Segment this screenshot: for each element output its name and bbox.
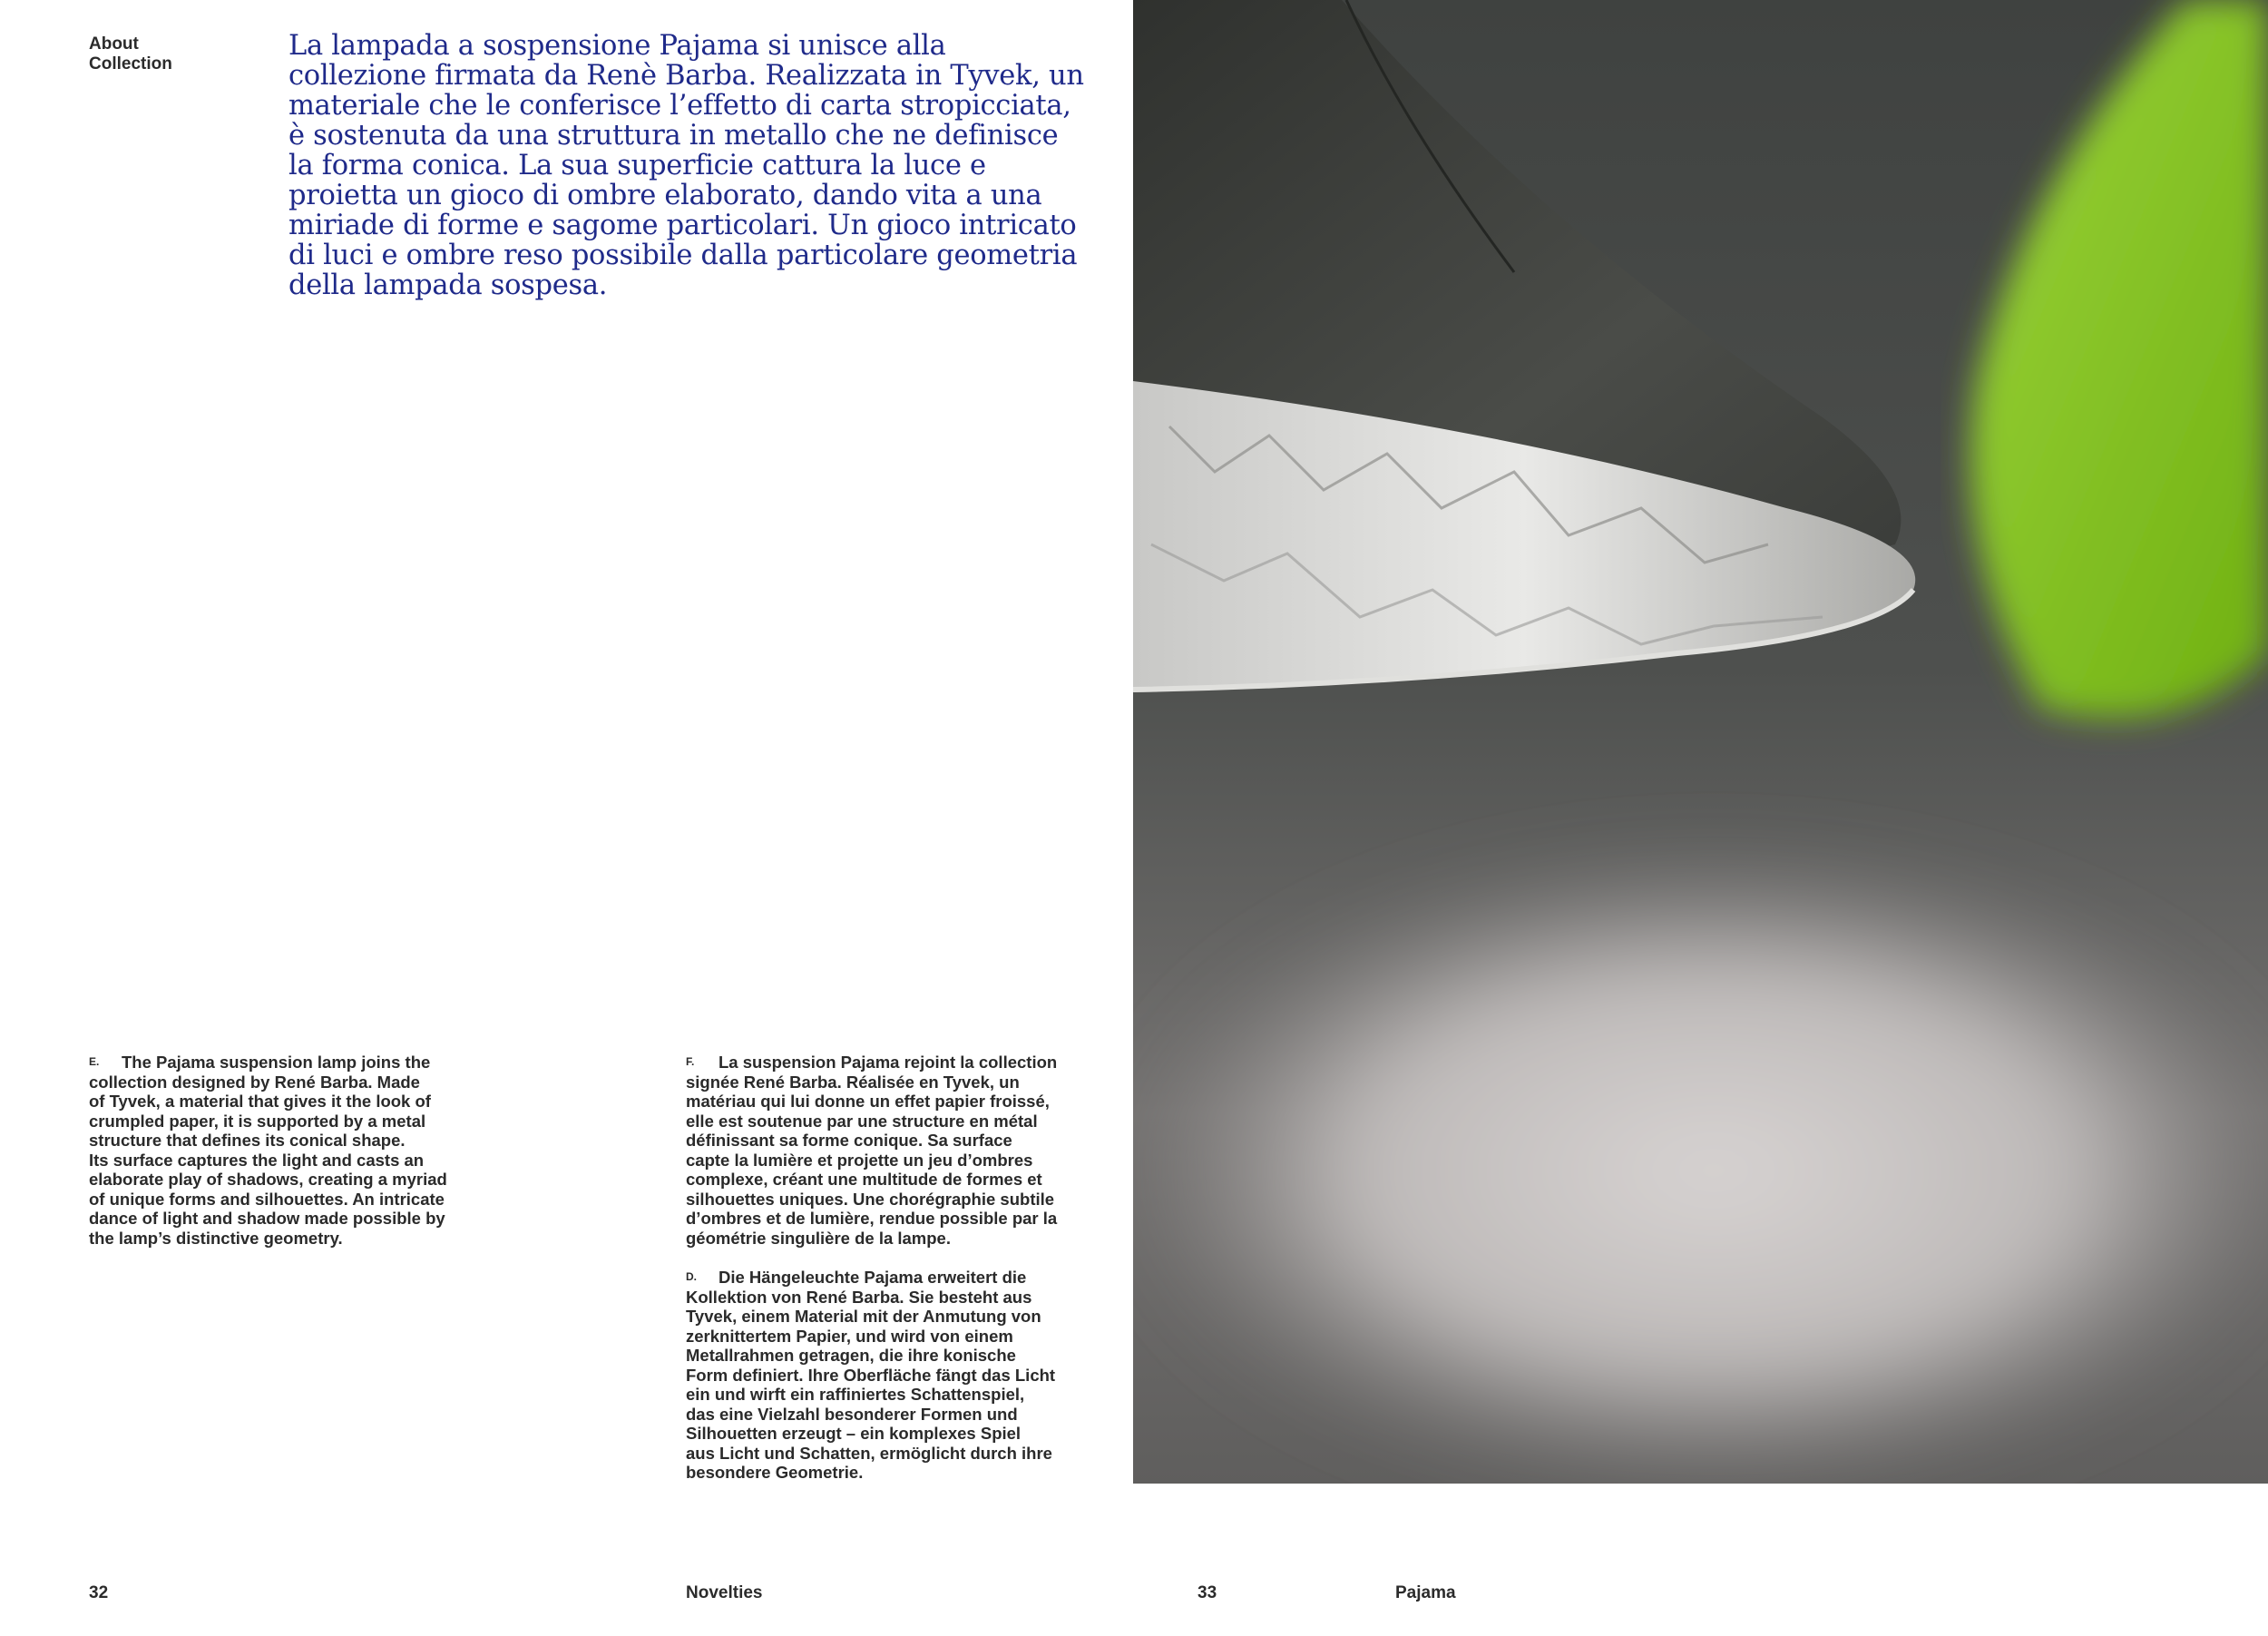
paragraph-german-text: Die Hängeleuchte Pajama erweitert die Kollektion von René Barba. Sie besteht aus Tyvek, einem Material mit der Anmutung von zerknittertem Papier, und wird von einem Metallrahmen getragen, die ihre konische Form definiert. Ihre Oberfläche fängt das Licht ein und wirft ein raffiniertes Schattenspiel, das eine Vielzahl besonderer Formen und Silhouetten erzeugt – ein komplexes Spiel aus Licht und Schatten, ermöglicht durch ihre besondere Geometrie.: [686, 1268, 1056, 1482]
lead-paragraph-italian: La lampada a sospensione Pajama si unisce alla collezione firmata da Renè Barba. Realizzata in Tyvek, un materiale che le conferisce l’effetto di carta stropicciata, è sostenuta da una struttura in metallo che ne definisce la forma conica. La sua superficie cattura la luce e proietta un gioco di ombre elaborato, dando vita a una miriade di forme e sagome particolari. Un gioco intricato di luci e ombre reso possibile dalla particolare geometria della lampada sospesa.: [288, 30, 1084, 301]
language-marker-fr: F.: [686, 1055, 695, 1068]
column-french-german: [686, 1053, 1067, 1503]
paragraph-german: [686, 1268, 1067, 1483]
right-page-number: 33: [1198, 1583, 1217, 1602]
lamp-photograph: [1133, 0, 2268, 1484]
left-section-title: Novelties: [686, 1583, 763, 1602]
section-label: [89, 34, 172, 74]
right-section-title: Pajama: [1395, 1583, 1456, 1602]
paragraph-english-text: The Pajama suspension lamp joins the collection designed by René Barba. Made of Tyvek, a material that gives it the look of crumpled paper, it is supported by a metal structure that defines its conical shape. Its surface captures the light and casts an elaborate play of shadows, creating a myriad of unique forms and silhouettes. An intricate dance of light and shadow made possible by the lamp’s distinctive geometry.: [89, 1053, 447, 1248]
language-marker-en: E.: [89, 1055, 100, 1068]
section-label-line-2: Collection: [89, 54, 172, 73]
left-page-number: 32: [89, 1583, 109, 1602]
section-label-line-1: About: [89, 34, 139, 54]
column-english: [89, 1053, 470, 1268]
paragraph-french: [686, 1053, 1067, 1248]
language-marker-de: D.: [686, 1270, 697, 1283]
paragraph-english: [89, 1053, 470, 1248]
paragraph-french-text: La suspension Pajama rejoint la collection signée René Barba. Réalisée en Tyvek, un matériau qui lui donne un effet papier froissé, elle est soutenue par une structure en métal définissant sa forme conique. Sa surface capte la lumière et projette un jeu d’ombres complexe, créant une multitude de formes et silhouettes uniques. Une chorégraphie subtile d’ombres et de lumière, rendue possible par la géométrie singulière de la lampe.: [686, 1053, 1058, 1248]
light-pool: [1133, 844, 2268, 1484]
